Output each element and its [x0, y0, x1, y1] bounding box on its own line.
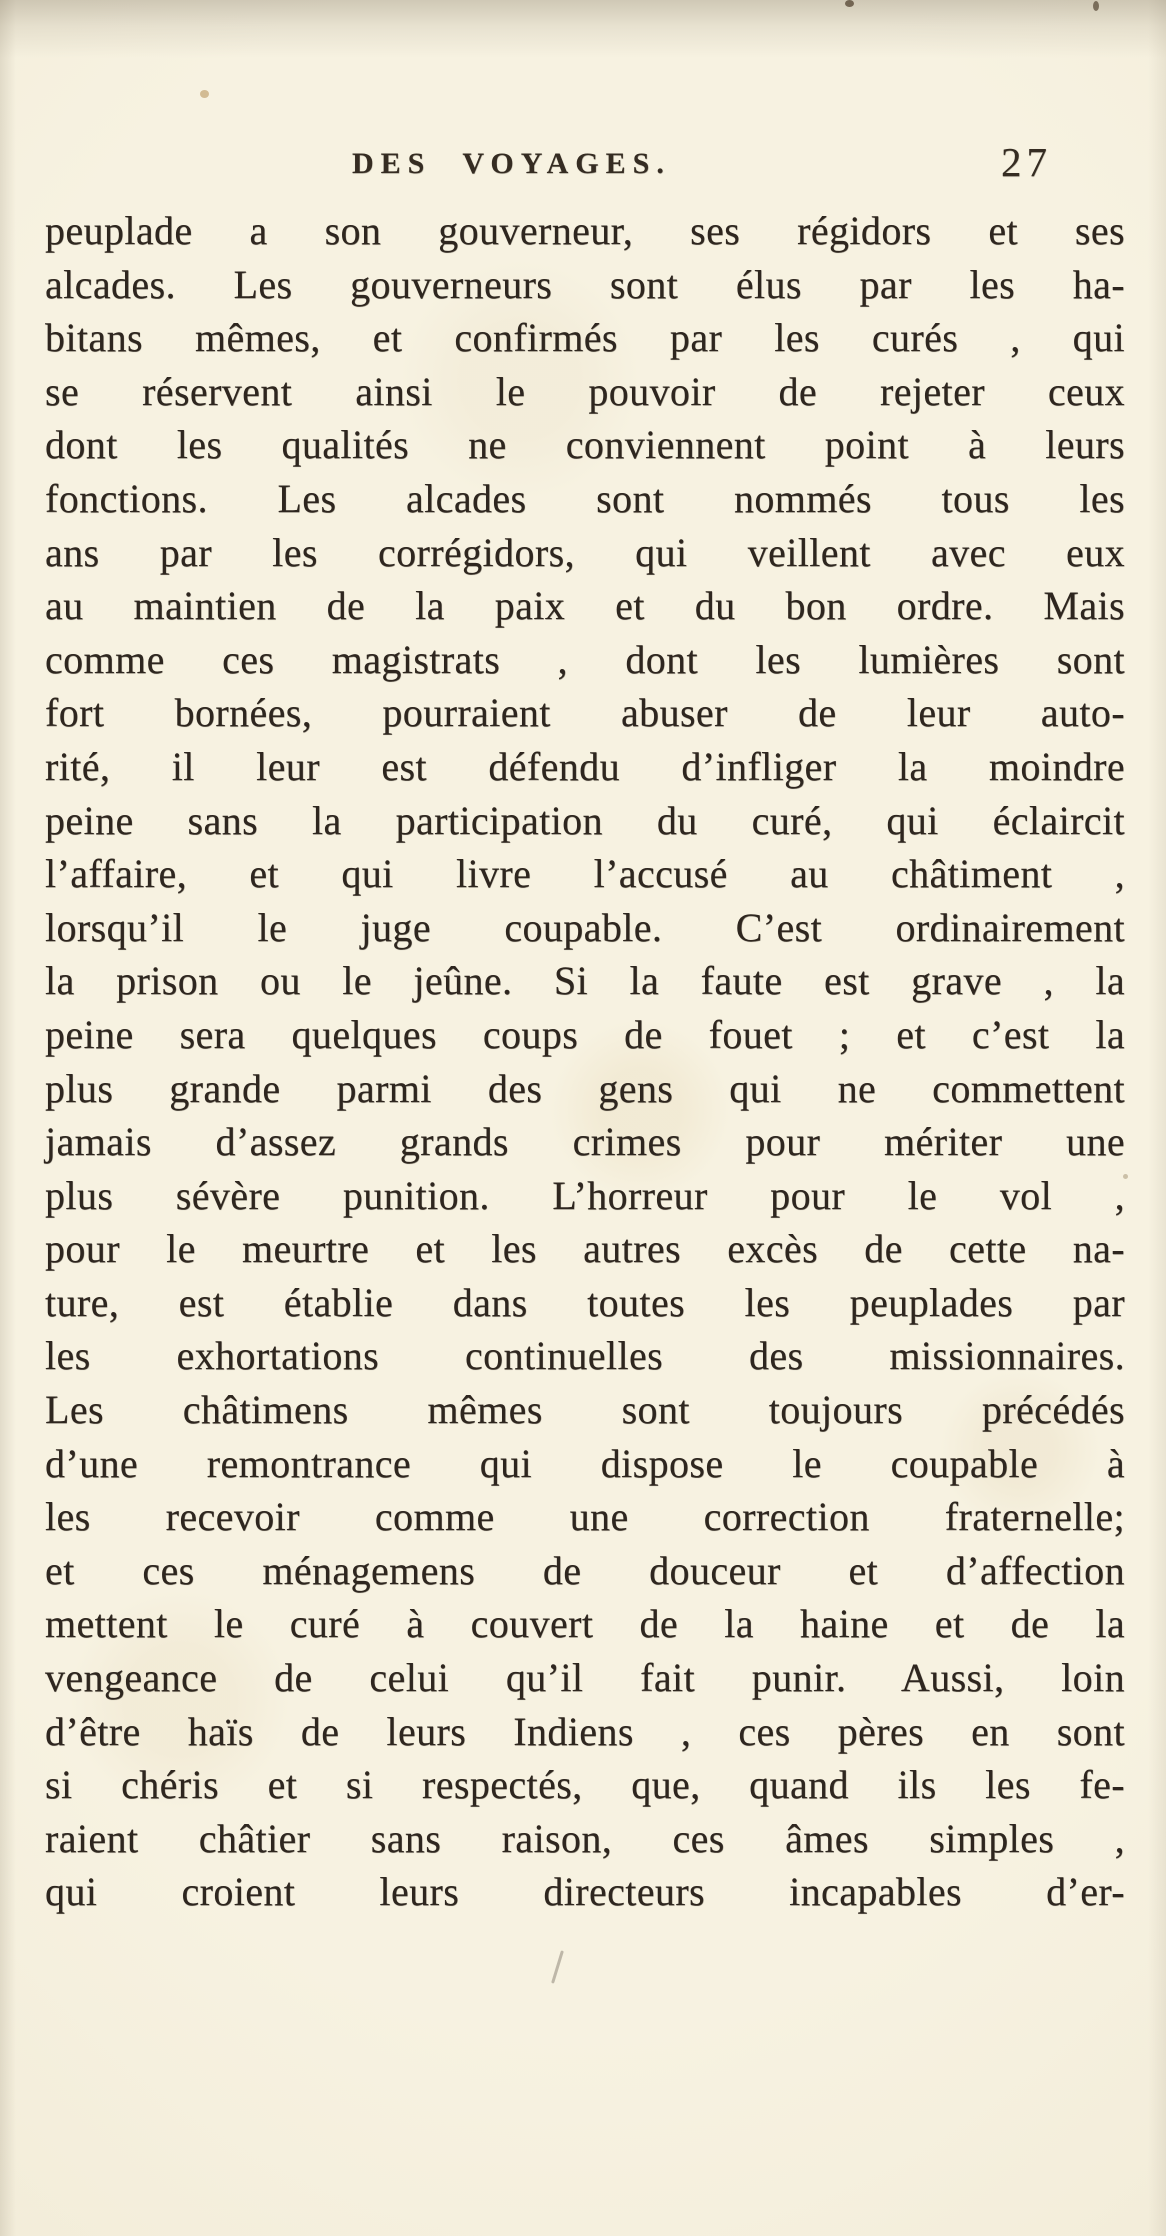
- text-line: les exhortations continuelles des missionnaires.: [45, 1333, 1125, 1379]
- text-line: d’une remontrance qui dispose le coupable à: [45, 1440, 1125, 1486]
- text-line: jamais d’assez grands crimes pour mériter une: [45, 1119, 1125, 1165]
- text-line: rité, il leur est défendu d’infliger la moindre: [45, 743, 1125, 789]
- text-line: pour le meurtre et les autres excès de cette na-: [45, 1226, 1125, 1272]
- text-line: comme ces magistrats , dont les lumières sont: [45, 636, 1125, 682]
- text-line: plus grande parmi des gens qui ne commettent: [45, 1065, 1125, 1111]
- text-line: la prison ou le jeûne. Si la faute est grave , la: [45, 958, 1125, 1004]
- text-line: et ces ménagemens de douceur et d’affection: [45, 1547, 1125, 1593]
- text-line: qui croient leurs directeurs incapables d’er-: [45, 1869, 1125, 1915]
- text-line: peine sera quelques coups de fouet ; et c’est la: [45, 1011, 1125, 1057]
- text-line: au maintien de la paix et du bon ordre. Mais: [45, 583, 1125, 629]
- text-line: vengeance de celui qu’il fait punir. Aussi, loin: [45, 1655, 1125, 1701]
- page-number: 27: [1001, 139, 1052, 185]
- text-line: ture, est établie dans toutes les peuplades par: [45, 1279, 1125, 1325]
- text-line: mettent le curé à couvert de la haine et de la: [45, 1601, 1125, 1647]
- text-line: Les châtimens mêmes sont toujours précédés: [45, 1387, 1125, 1433]
- text-line: alcades. Les gouverneurs sont élus par les ha-: [45, 261, 1125, 307]
- text-line: raient châtier sans raison, ces âmes simples ,: [45, 1815, 1125, 1861]
- paper-speck: [1093, 1, 1099, 11]
- text-line: peuplade a son gouverneur, ses régidors et ses: [45, 208, 1125, 253]
- text-line: d’être haïs de leurs Indiens , ces pères en sont: [45, 1708, 1125, 1754]
- text-line: bitans mêmes, et confirmés par les curés , qui: [45, 315, 1125, 361]
- text-line: plus sévère punition. L’horreur pour le vol ,: [45, 1172, 1125, 1218]
- text-line: peine sans la participation du curé, qui éclaircit: [45, 797, 1125, 843]
- text-line: lorsqu’il le juge coupable. C’est ordinairement: [45, 904, 1125, 950]
- running-title: DES VOYAGES.: [352, 147, 671, 180]
- text-line: fonctions. Les alcades sont nommés tous les: [45, 475, 1125, 521]
- paper-speck: [1123, 1174, 1128, 1179]
- paper-speck: [200, 90, 209, 98]
- paper-speck: [845, 0, 854, 7]
- text-line: si chéris et si respectés, que, quand ils les fe-: [45, 1762, 1125, 1808]
- text-line: dont les qualités ne conviennent point à leurs: [45, 422, 1125, 468]
- ink-mark: [551, 1950, 564, 1983]
- text-line: se réservent ainsi le pouvoir de rejeter ceux: [45, 368, 1125, 414]
- text-line: ans par les corrégidors, qui veillent avec eux: [45, 529, 1125, 575]
- text-line: les recevoir comme une correction fraternelle;: [45, 1494, 1125, 1540]
- page-body-text: [45, 204, 1125, 1919]
- text-line: fort bornées, pourraient abuser de leur auto-: [45, 690, 1125, 736]
- text-line: l’affaire, et qui livre l’accusé au châtiment ,: [45, 851, 1125, 897]
